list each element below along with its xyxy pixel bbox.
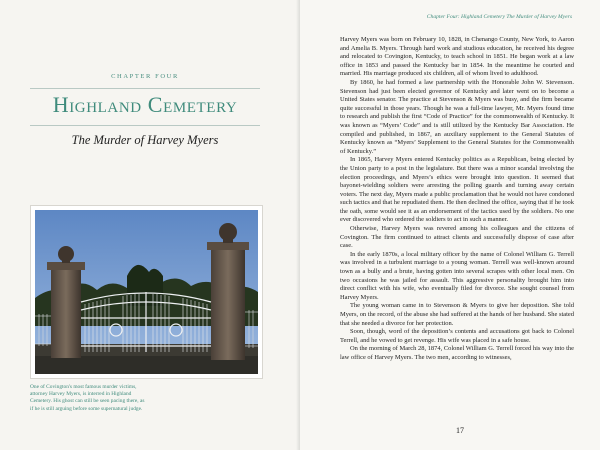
cemetery-gate-photo xyxy=(30,205,263,379)
body-paragraph: Harvey Myers was born on February 10, 1828, in Chenango County, New York, to Aaron and Amelia B. Myers. Through hard work and studious education, he received his degree and relocated to Covington, Kentucky, to teach school in 1851. He began work at a law office in 1853 and passed the Kentucky bar in 1854. In the meantime he courted and married. His marriage produced six children, all of whom lived to adulthood. xyxy=(340,36,574,78)
cemetery-gate-illustration xyxy=(31,206,262,378)
body-paragraph: Otherwise, Harvey Myers was revered among his colleagues and the citizens of Covington. The firm continued to attract clients and successfully dispose of case after case. xyxy=(340,225,574,250)
body-paragraph: In 1865, Harvey Myers entered Kentucky politics as a Republican, being elected by the Union party to a post in the legislature. But there was a minor scandal involving the election proceedings, and Myers’s ethics were brought into question. It seemed that bayonet-wielding soldiers were arresting the polling guards and turning away certain voters. The next day, Myers made a public proclamation that he would not have condoned such tactics and that he repudiated them. He then declined the office, saying that if he took the oath, some would see it as an endorsement of the tactics used by the soldiers. No one ever discovered who ordered the soldiers to act in such a manner. xyxy=(340,156,574,224)
body-paragraph: In the early 1870s, a local military officer by the name of Colonel William G. Terrell was involved in a turbulent marriage to a young woman. Terrell was well-known around town as a bully and a brute, having gotten into several scrapes with other local men. On two occasions he was jailed for assault. This aggressive personality brought him into direct conflict with his wife, who eventually filed for divorce. She sought counsel from Harvey Myers. xyxy=(340,250,574,301)
chapter-title: Highland Cemetery xyxy=(52,92,238,117)
running-head: Chapter Four: Highland Cemetery The Murder of Harvey Myers xyxy=(426,14,572,20)
body-paragraph: Soon, though, word of the deposition’s contents and accusations got back to Colonel Terrell, and he vowed to get revenge. His wife was placed in a safe house. xyxy=(340,328,574,344)
body-paragraph: By 1860, he had formed a law partnership with the Honorable John W. Stevenson. Stevenson had just been elected governor of Kentucky and later went on to become a United States senator. The practice at Stevenson & Myers was busy, and the firm became quite successful in those years. Though he was a full-time lawyer, Mr. Myers found time to research and publish the first “Code of Practice” for the commonwealth of Kentucky. It was known as “Myers’ Code” and is still utilized by the Kentucky Bar Association. He compiled and published, in 1867, an auxiliary supplement to the General Statutes of Kentucky known as “Myers’ Supplement to the General Statutes for the Commonwealth of Kentucky.” xyxy=(340,78,574,155)
page-number: 17 xyxy=(456,426,464,435)
photo-caption: One of Covington's most famous murder victims, attorney Harvey Myers, is interred in Highland Cemetery. His ghost can still be seen pacing there, as if he is still arguing before some supernatural judge. xyxy=(30,384,145,412)
body-paragraph: The young woman came in to Stevenson & Myers to give her deposition. She told Myers, on the record, of the abuse she had suffered at the hands of her husband. She stated that she needed a divorce for her protection. xyxy=(340,302,574,327)
title-rule-top xyxy=(30,88,260,89)
body-paragraph: On the morning of March 28, 1874, Colonel William G. Terrell forced his way into the law office of Harvey Myers. The two men, according to witnesses, xyxy=(340,345,574,361)
title-rule-bottom xyxy=(30,125,260,126)
chapter-subtitle: The Murder of Harvey Myers xyxy=(71,133,219,147)
body-text xyxy=(340,36,574,363)
chapter-label: CHAPTER FOUR xyxy=(111,73,179,80)
